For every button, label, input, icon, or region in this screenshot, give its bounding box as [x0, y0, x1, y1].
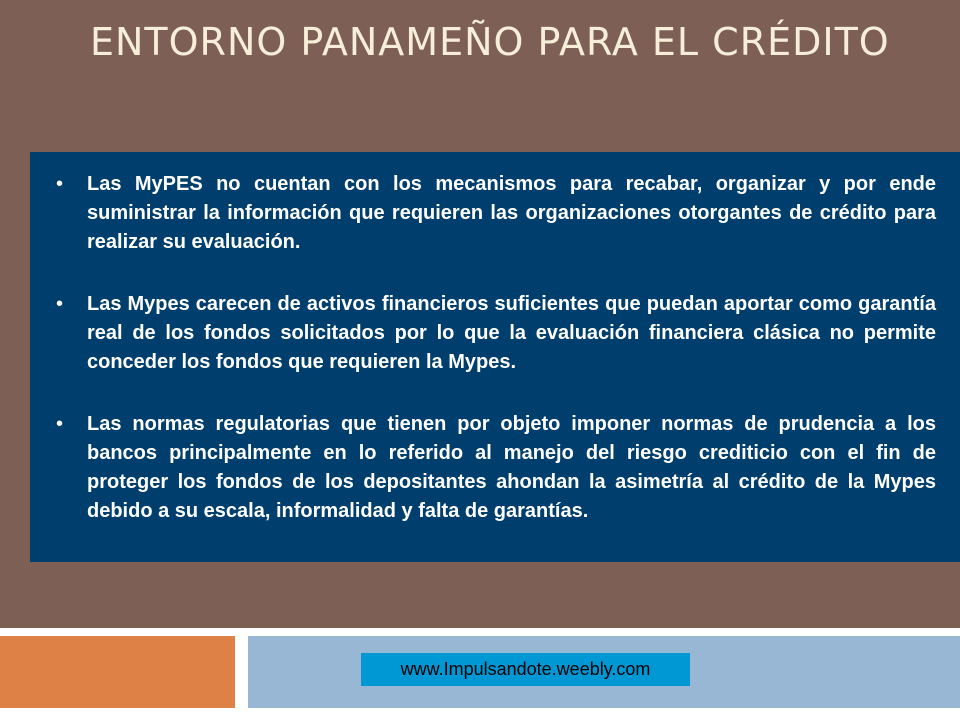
bullet-item	[30, 410, 960, 526]
footer-url-link[interactable]: www.Impulsandote.weebly.com	[361, 653, 690, 686]
bullet-list	[30, 170, 960, 559]
bullet-text: Las Mypes carecen de activos financieros suficientes que puedan aportar como garantía real de los fondos solicitados por lo que la evaluación financiera clásica no permite conceder los fondos que requieren la Mypes.	[87, 293, 936, 373]
bullet-marker: •	[56, 293, 64, 315]
bullet-item	[30, 170, 960, 257]
bullet-marker: •	[56, 173, 64, 195]
bullet-item	[30, 290, 960, 377]
bullet-text: Las normas regulatorias que tienen por objeto imponer normas de prudencia a los bancos principalmente en lo referido al manejo del riesgo crediticio con el fin de proteger los fondos de los depositantes ahondan la asimetría al crédito de la Mypes debido a su escala, informalidad y falta de garantías.	[87, 413, 936, 522]
orange-accent-block	[0, 636, 235, 708]
content-box	[30, 152, 960, 562]
slide-title: ENTORNO PANAMEÑO PARA EL CRÉDITO	[90, 20, 890, 64]
bullet-text: Las MyPES no cuentan con los mecanismos para recabar, organizar y por ende suministrar la información que requieren las organizaciones otorgantes de crédito para realizar su evaluación.	[87, 173, 936, 253]
bullet-marker: •	[56, 413, 64, 435]
